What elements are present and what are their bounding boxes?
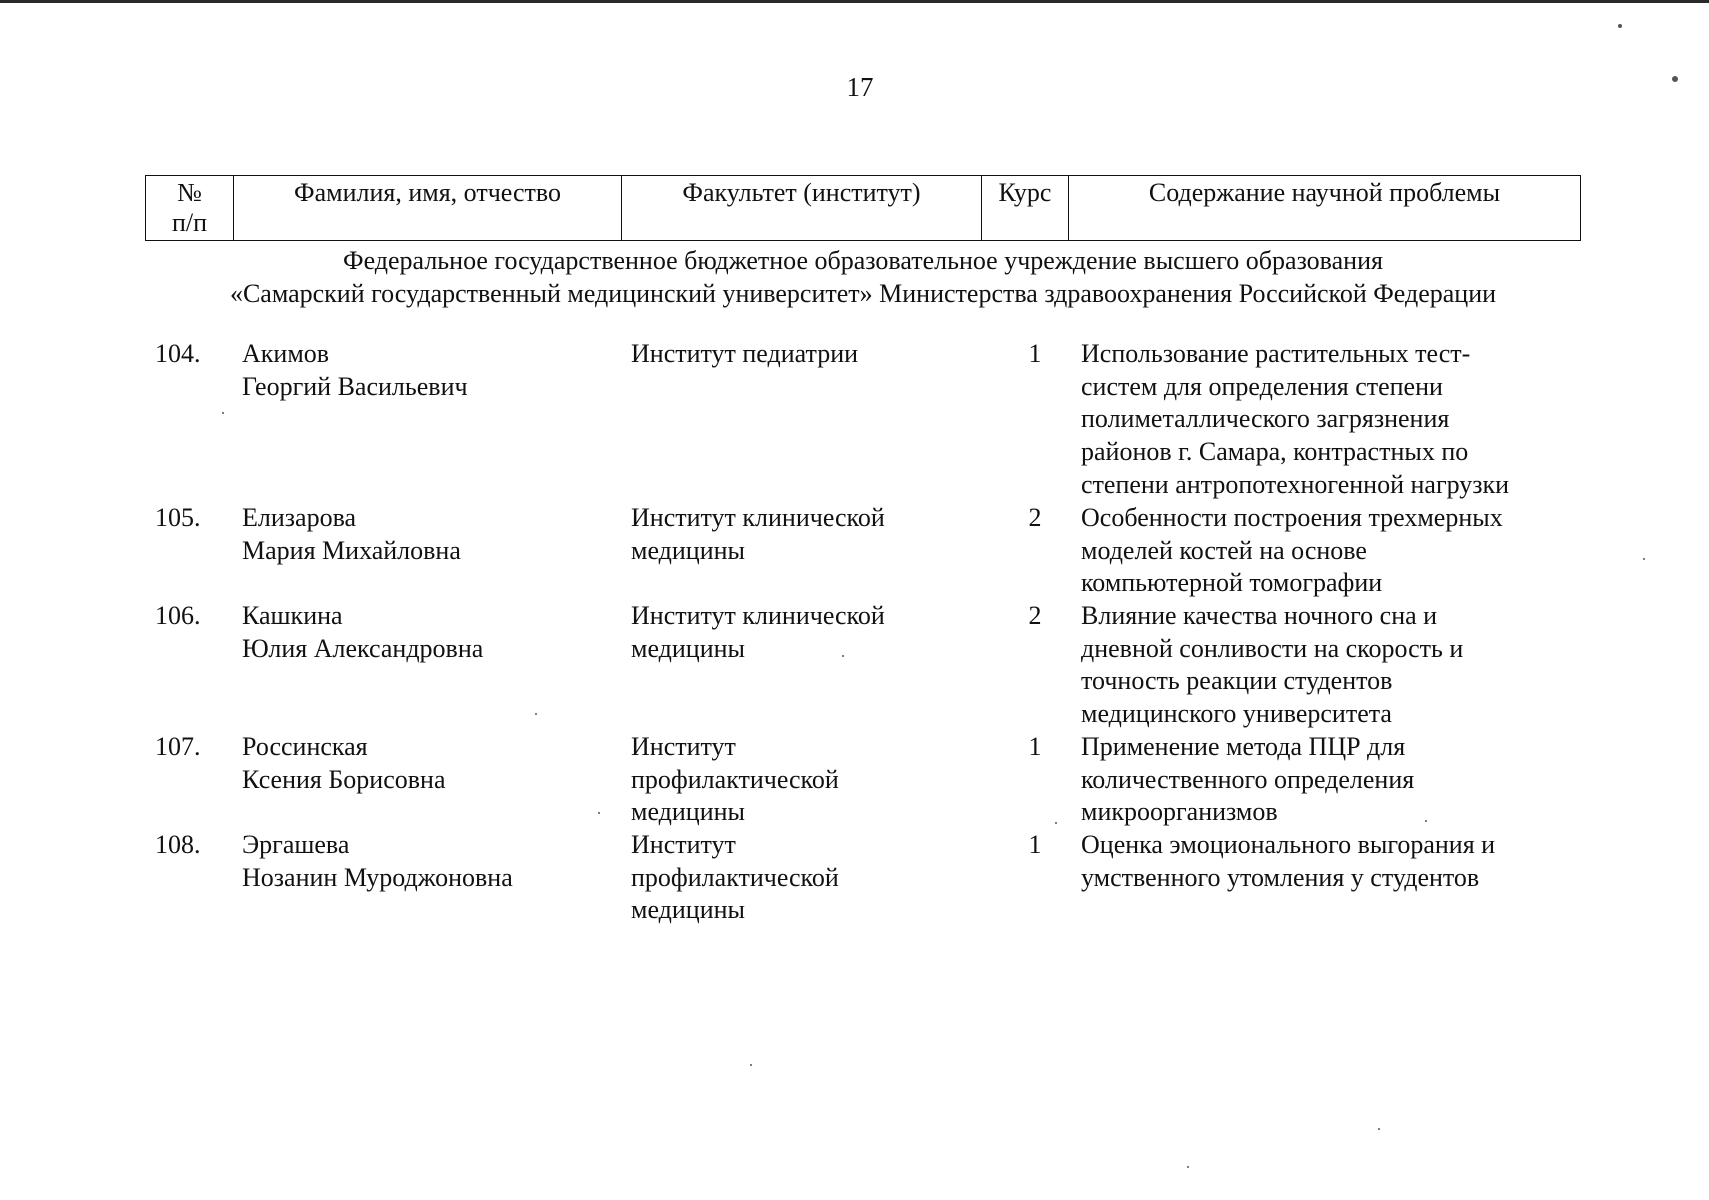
- row-name: Россинская Ксения Борисовна: [242, 732, 446, 794]
- scan-speck: [1643, 558, 1645, 560]
- row-content: Влияние качества ночного сна и дневной сонливости на скорость и точность реакции студентов медицинского университета: [1081, 601, 1464, 729]
- header-name: [234, 176, 622, 240]
- scan-speck: [1378, 1128, 1380, 1130]
- scan-speck: [1672, 76, 1678, 82]
- scan-speck: [598, 812, 600, 814]
- header-content: [1069, 176, 1580, 240]
- row-name: Акимов Георгий Васильевич: [242, 339, 468, 401]
- row-course: 1: [1028, 830, 1042, 859]
- table-row: [145, 731, 1581, 829]
- header-course-label: Курс: [998, 178, 1052, 207]
- header-num-label: № п/п: [171, 178, 208, 237]
- row-content: Использование растительных тест- систем для определения степени полиметаллического загрязнения районов г. Самара, контрастных по степени антропотехногенной нагрузки: [1081, 339, 1510, 499]
- row-content: Оценка эмоционального выгорания и умственного утомления у студентов: [1081, 830, 1496, 892]
- header-faculty: [622, 176, 982, 240]
- scan-speck: [1425, 820, 1427, 822]
- scan-speck: [842, 655, 844, 657]
- row-number: 104.: [155, 339, 201, 368]
- header-num: [146, 176, 234, 240]
- table-row: [145, 600, 1581, 731]
- scan-speck: [750, 1064, 752, 1066]
- table-row: [145, 829, 1581, 929]
- row-name: Кашкина Юлия Александровна: [242, 601, 484, 663]
- scan-speck: [1618, 24, 1622, 28]
- table-body: [145, 338, 1581, 929]
- institution-line-2: «Самарский государственный медицинский университет» Министерства здравоохранения Российской Федерации: [229, 279, 1497, 308]
- scan-speck: [222, 412, 224, 414]
- table-row: [145, 502, 1581, 600]
- row-course: 1: [1028, 339, 1042, 368]
- header-name-label: Фамилия, имя, отчество: [294, 178, 561, 207]
- row-course: 2: [1028, 601, 1042, 630]
- scan-edge-line: [0, 0, 1709, 3]
- row-faculty: Институт клинической медицины: [631, 601, 885, 663]
- table-header: [145, 175, 1581, 241]
- table-row: [145, 338, 1581, 502]
- institution-heading: [145, 244, 1581, 310]
- institution-line-1: Федеральное государственное бюджетное образовательное учреждение высшего образования: [343, 246, 1383, 275]
- row-number: 106.: [155, 601, 201, 630]
- page-number: 17: [846, 72, 874, 102]
- row-faculty: Институт профилактической медицины: [631, 830, 839, 925]
- header-content-label: Содержание научной проблемы: [1148, 178, 1501, 207]
- row-course: 1: [1028, 732, 1042, 761]
- row-number: 105.: [155, 503, 201, 532]
- scan-speck: [1187, 1166, 1189, 1168]
- header-course: [982, 176, 1069, 240]
- row-faculty: Институт профилактической медицины: [631, 732, 839, 827]
- row-name: Эргашева Нозанин Муроджоновна: [242, 830, 513, 892]
- header-faculty-label: Факультет (институт): [682, 178, 921, 207]
- scan-speck: [535, 713, 537, 715]
- row-content: Особенности построения трехмерных моделей костей на основе компьютерной томографии: [1081, 503, 1503, 598]
- row-course: 2: [1028, 503, 1042, 532]
- row-faculty: Институт клинической медицины: [631, 503, 885, 565]
- scan-speck: [1055, 822, 1057, 824]
- row-faculty: Институт педиатрии: [631, 339, 859, 368]
- row-name: Елизарова Мария Михайловна: [242, 503, 461, 565]
- row-number: 108.: [155, 830, 201, 859]
- row-content: Применение метода ПЦР для количественного определения микроорганизмов: [1081, 732, 1415, 827]
- row-number: 107.: [155, 732, 201, 761]
